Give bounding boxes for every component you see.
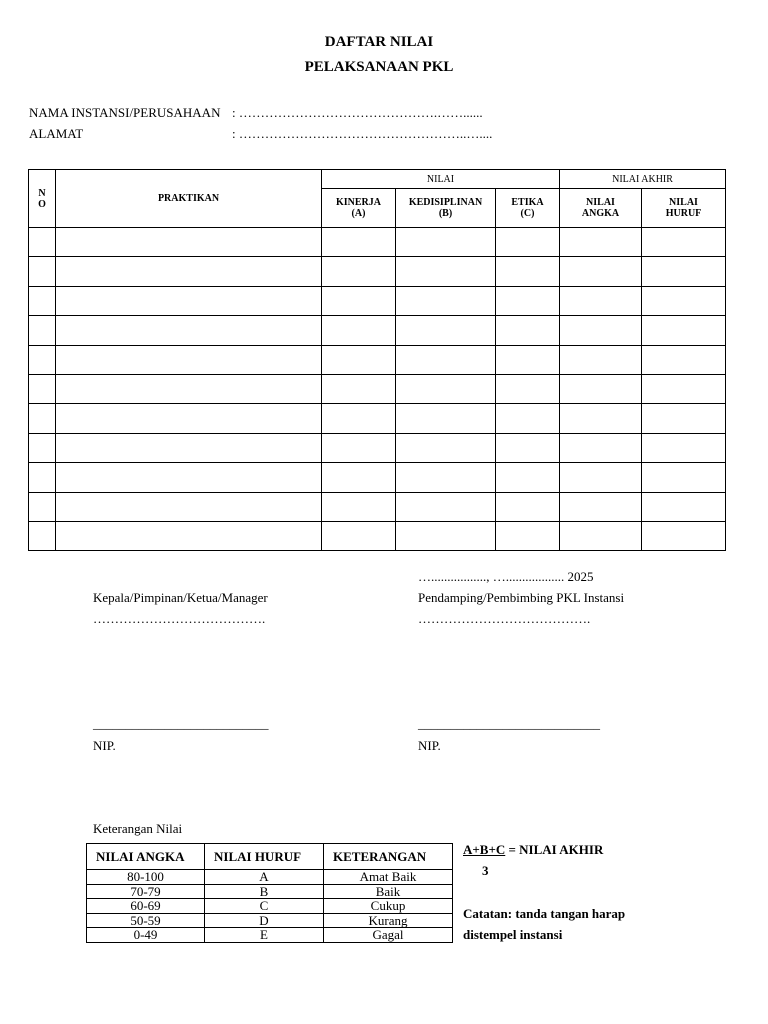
- formula-result: = NILAI AKHIR: [505, 842, 604, 857]
- grade-cell[interactable]: [642, 286, 726, 315]
- legend-cell: 60-69: [87, 899, 205, 914]
- signature-left-name-line: ………………………………….: [93, 611, 266, 626]
- grade-cell[interactable]: [29, 345, 56, 374]
- formula-numerator: A+B+C: [463, 842, 506, 857]
- document-subtitle: PELAKSANAAN PKL: [304, 59, 454, 75]
- grade-cell[interactable]: [396, 492, 496, 521]
- legend-cell: E: [205, 928, 324, 943]
- grade-cell[interactable]: [496, 492, 560, 521]
- grade-row: [29, 257, 726, 286]
- grade-cell[interactable]: [322, 257, 396, 286]
- grade-row: [29, 228, 726, 257]
- date-line: …................., ….................. 2025: [418, 569, 594, 584]
- legend-row: [87, 928, 453, 943]
- legend-cell: Kurang: [324, 913, 453, 928]
- grade-cell[interactable]: [56, 521, 322, 550]
- signature-left-role: Kepala/Pimpinan/Ketua/Manager: [93, 590, 268, 605]
- grade-cell[interactable]: [496, 404, 560, 433]
- signature-right-role: Pendamping/Pembimbing PKL Instansi: [418, 590, 625, 605]
- grade-cell[interactable]: [322, 316, 396, 345]
- grade-cell[interactable]: [496, 316, 560, 345]
- grade-table: [28, 169, 726, 551]
- legend-header-huruf: NILAI HURUF: [205, 844, 324, 870]
- grade-cell[interactable]: [396, 257, 496, 286]
- grade-cell[interactable]: [496, 433, 560, 462]
- grade-cell[interactable]: [496, 345, 560, 374]
- grade-cell[interactable]: [396, 228, 496, 257]
- grade-cell[interactable]: [396, 521, 496, 550]
- legend-cell: A: [205, 870, 324, 885]
- grade-cell[interactable]: [322, 374, 396, 403]
- grade-cell[interactable]: [56, 433, 322, 462]
- grade-cell[interactable]: [322, 492, 396, 521]
- grade-cell[interactable]: [396, 374, 496, 403]
- grade-cell[interactable]: [642, 374, 726, 403]
- grade-cell[interactable]: [56, 228, 322, 257]
- grade-cell[interactable]: [322, 404, 396, 433]
- grade-cell[interactable]: [322, 286, 396, 315]
- signature-left-sign-line: ___________________________: [93, 716, 269, 731]
- grade-cell[interactable]: [56, 404, 322, 433]
- grade-cell[interactable]: [29, 316, 56, 345]
- legend-cell: 70-79: [87, 884, 205, 899]
- grade-table-body: [29, 228, 726, 551]
- signature-right-nip: NIP.: [418, 738, 441, 753]
- grade-cell[interactable]: [560, 433, 642, 462]
- grade-cell[interactable]: [396, 433, 496, 462]
- field-value-alamat: : ……………………………………………..…....: [232, 126, 493, 141]
- grade-cell[interactable]: [560, 345, 642, 374]
- field-label-instansi: NAMA INSTANSI/PERUSAHAAN: [29, 105, 221, 120]
- col-etika-header: ETIKA (C): [496, 189, 560, 228]
- grade-cell[interactable]: [642, 521, 726, 550]
- col-nilai-angka-header: NILAI ANGKA: [560, 189, 642, 228]
- col-kedisiplinan-header: KEDISIPLINAN (B): [396, 189, 496, 228]
- grade-cell[interactable]: [29, 374, 56, 403]
- legend-row: [87, 870, 453, 885]
- grade-cell[interactable]: [56, 345, 322, 374]
- legend-row: [87, 913, 453, 928]
- grade-cell[interactable]: [29, 286, 56, 315]
- grade-cell[interactable]: [642, 433, 726, 462]
- grade-cell[interactable]: [56, 316, 322, 345]
- grade-cell[interactable]: [29, 433, 56, 462]
- grade-row: [29, 433, 726, 462]
- signature-right-name-line: ………………………………….: [418, 611, 591, 626]
- grade-cell[interactable]: [396, 404, 496, 433]
- grade-cell[interactable]: [560, 521, 642, 550]
- grade-row: [29, 345, 726, 374]
- grade-row: [29, 521, 726, 550]
- legend-header-keterangan: KETERANGAN: [324, 844, 453, 870]
- legend-cell: 50-59: [87, 913, 205, 928]
- formula: [463, 842, 603, 858]
- col-kinerja-header: KINERJA (A): [322, 189, 396, 228]
- group-nilai-akhir-header: NILAI AKHIR: [560, 170, 726, 189]
- grade-cell[interactable]: [322, 433, 396, 462]
- legend-header-angka: NILAI ANGKA: [87, 844, 205, 870]
- grade-cell[interactable]: [642, 345, 726, 374]
- grade-cell[interactable]: [496, 257, 560, 286]
- grade-cell[interactable]: [322, 345, 396, 374]
- grade-cell[interactable]: [642, 492, 726, 521]
- grade-cell[interactable]: [56, 463, 322, 492]
- legend-caption: Keterangan Nilai: [93, 821, 183, 836]
- grade-cell[interactable]: [56, 286, 322, 315]
- legend-cell: Cukup: [324, 899, 453, 914]
- grade-cell[interactable]: [396, 286, 496, 315]
- grade-row: [29, 286, 726, 315]
- note-line-2: distempel instansi: [463, 927, 563, 942]
- formula-denominator: 3: [482, 863, 489, 878]
- grade-cell[interactable]: [560, 316, 642, 345]
- grade-cell[interactable]: [56, 374, 322, 403]
- grade-cell[interactable]: [29, 228, 56, 257]
- grade-cell[interactable]: [322, 521, 396, 550]
- grade-cell[interactable]: [496, 463, 560, 492]
- grade-cell[interactable]: [29, 404, 56, 433]
- grade-cell[interactable]: [322, 463, 396, 492]
- col-nilai-huruf-header: NILAI HURUF: [642, 189, 726, 228]
- grade-row: [29, 492, 726, 521]
- grade-cell[interactable]: [560, 404, 642, 433]
- grade-cell[interactable]: [560, 228, 642, 257]
- legend-cell: Gagal: [324, 928, 453, 943]
- grade-cell[interactable]: [642, 404, 726, 433]
- grade-cell[interactable]: [560, 463, 642, 492]
- document-title: DAFTAR NILAI: [324, 34, 434, 50]
- col-no-header: N O: [29, 170, 56, 228]
- legend-row: [87, 884, 453, 899]
- grade-row: [29, 463, 726, 492]
- grade-cell[interactable]: [29, 521, 56, 550]
- grade-cell[interactable]: [322, 228, 396, 257]
- grade-cell[interactable]: [560, 286, 642, 315]
- legend-cell: Amat Baik: [324, 870, 453, 885]
- col-praktikan-header: PRAKTIKAN: [56, 170, 322, 228]
- grade-cell[interactable]: [56, 492, 322, 521]
- legend-cell: C: [205, 899, 324, 914]
- signature-left-nip: NIP.: [93, 738, 116, 753]
- grade-cell[interactable]: [396, 463, 496, 492]
- grade-cell[interactable]: [496, 228, 560, 257]
- field-value-instansi: : ……………………………………….……......: [232, 105, 483, 120]
- legend-cell: 80-100: [87, 870, 205, 885]
- grade-row: [29, 316, 726, 345]
- grade-cell[interactable]: [642, 463, 726, 492]
- group-nilai-header: NILAI: [322, 170, 560, 189]
- grade-cell[interactable]: [642, 257, 726, 286]
- field-label-alamat: ALAMAT: [29, 126, 84, 141]
- legend-cell: 0-49: [87, 928, 205, 943]
- grade-cell[interactable]: [560, 374, 642, 403]
- legend-cell: D: [205, 913, 324, 928]
- grade-cell[interactable]: [496, 374, 560, 403]
- grade-cell[interactable]: [29, 463, 56, 492]
- grade-cell[interactable]: [642, 316, 726, 345]
- grade-cell[interactable]: [396, 316, 496, 345]
- grade-cell[interactable]: [29, 257, 56, 286]
- note-line-1: Catatan: tanda tangan harap: [463, 906, 626, 921]
- grade-cell[interactable]: [642, 228, 726, 257]
- legend-cell: Baik: [324, 884, 453, 899]
- signature-right-sign-line: ____________________________: [418, 716, 600, 731]
- grade-cell[interactable]: [496, 521, 560, 550]
- grade-row: [29, 404, 726, 433]
- grade-cell[interactable]: [396, 345, 496, 374]
- grade-cell[interactable]: [560, 257, 642, 286]
- grade-row: [29, 374, 726, 403]
- grade-cell[interactable]: [56, 257, 322, 286]
- legend-table: [86, 843, 453, 943]
- grade-cell[interactable]: [496, 286, 560, 315]
- legend-cell: B: [205, 884, 324, 899]
- grade-cell[interactable]: [560, 492, 642, 521]
- legend-row: [87, 899, 453, 914]
- grade-cell[interactable]: [29, 492, 56, 521]
